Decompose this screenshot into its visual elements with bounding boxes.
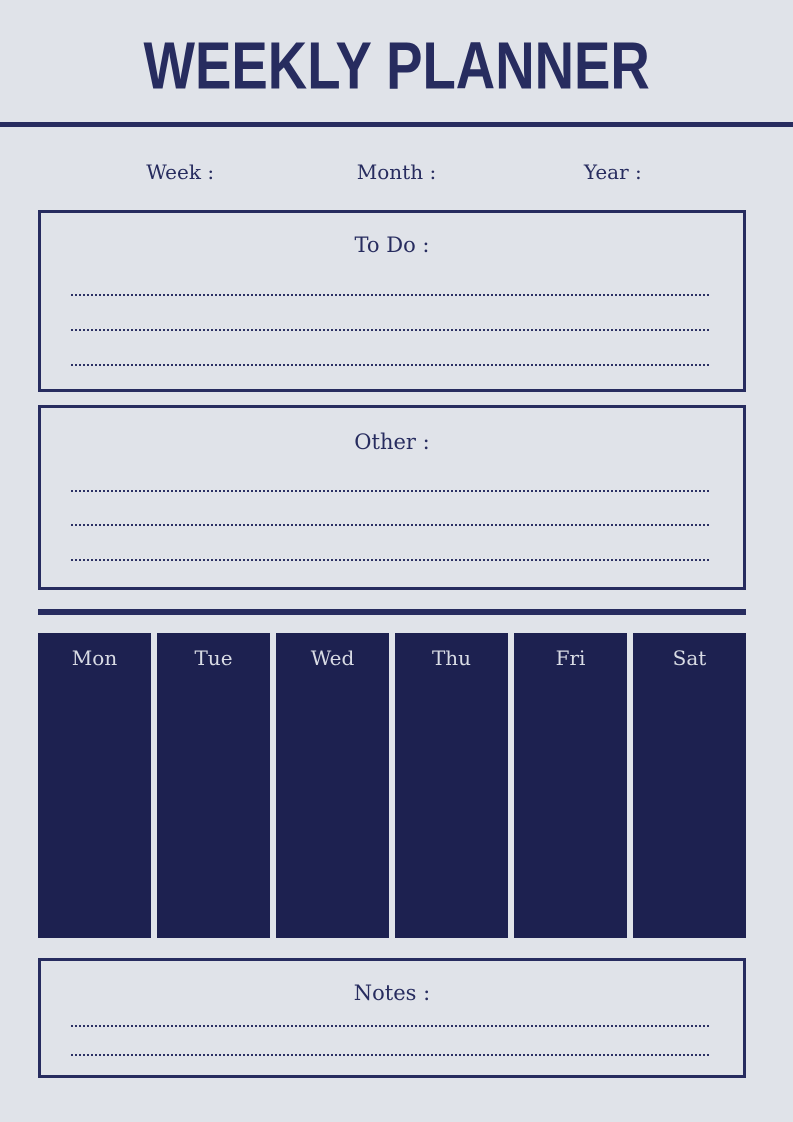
notes-write-line bbox=[71, 1054, 709, 1056]
month-field-label: Month : bbox=[356, 160, 437, 184]
notes-write-line bbox=[71, 1025, 709, 1027]
day-column-mon bbox=[38, 633, 151, 938]
other-write-line bbox=[71, 524, 709, 526]
todo-section-title: To Do : bbox=[354, 233, 430, 257]
other-write-line bbox=[71, 559, 709, 561]
day-column-wed bbox=[276, 633, 389, 938]
title-divider-line bbox=[0, 122, 793, 127]
year-field-label: Year : bbox=[583, 160, 642, 184]
notes-section bbox=[38, 958, 746, 1078]
page-title-wrap bbox=[0, 29, 793, 104]
todo-write-line bbox=[71, 364, 709, 366]
other-write-line bbox=[71, 490, 709, 492]
other-section-title: Other : bbox=[354, 430, 430, 454]
day-column-fri bbox=[514, 633, 627, 938]
meta-row bbox=[72, 160, 721, 184]
day-column-sat bbox=[633, 633, 746, 938]
day-label: Wed bbox=[310, 646, 355, 670]
day-label: Tue bbox=[194, 646, 233, 670]
other-section bbox=[38, 405, 746, 590]
day-label: Thu bbox=[431, 646, 472, 670]
todo-write-line bbox=[71, 294, 709, 296]
week-field-label: Week : bbox=[146, 160, 215, 184]
days-divider-line bbox=[38, 609, 746, 615]
day-label: Sat bbox=[672, 646, 707, 670]
page-title: WEEKLY PLANNER bbox=[143, 29, 650, 104]
days-grid bbox=[38, 633, 746, 938]
todo-write-line bbox=[71, 329, 709, 331]
notes-section-title: Notes : bbox=[353, 981, 431, 1005]
day-column-thu bbox=[395, 633, 508, 938]
todo-section bbox=[38, 210, 746, 392]
day-label: Mon bbox=[71, 646, 118, 670]
day-label: Fri bbox=[555, 646, 586, 670]
day-column-tue bbox=[157, 633, 270, 938]
